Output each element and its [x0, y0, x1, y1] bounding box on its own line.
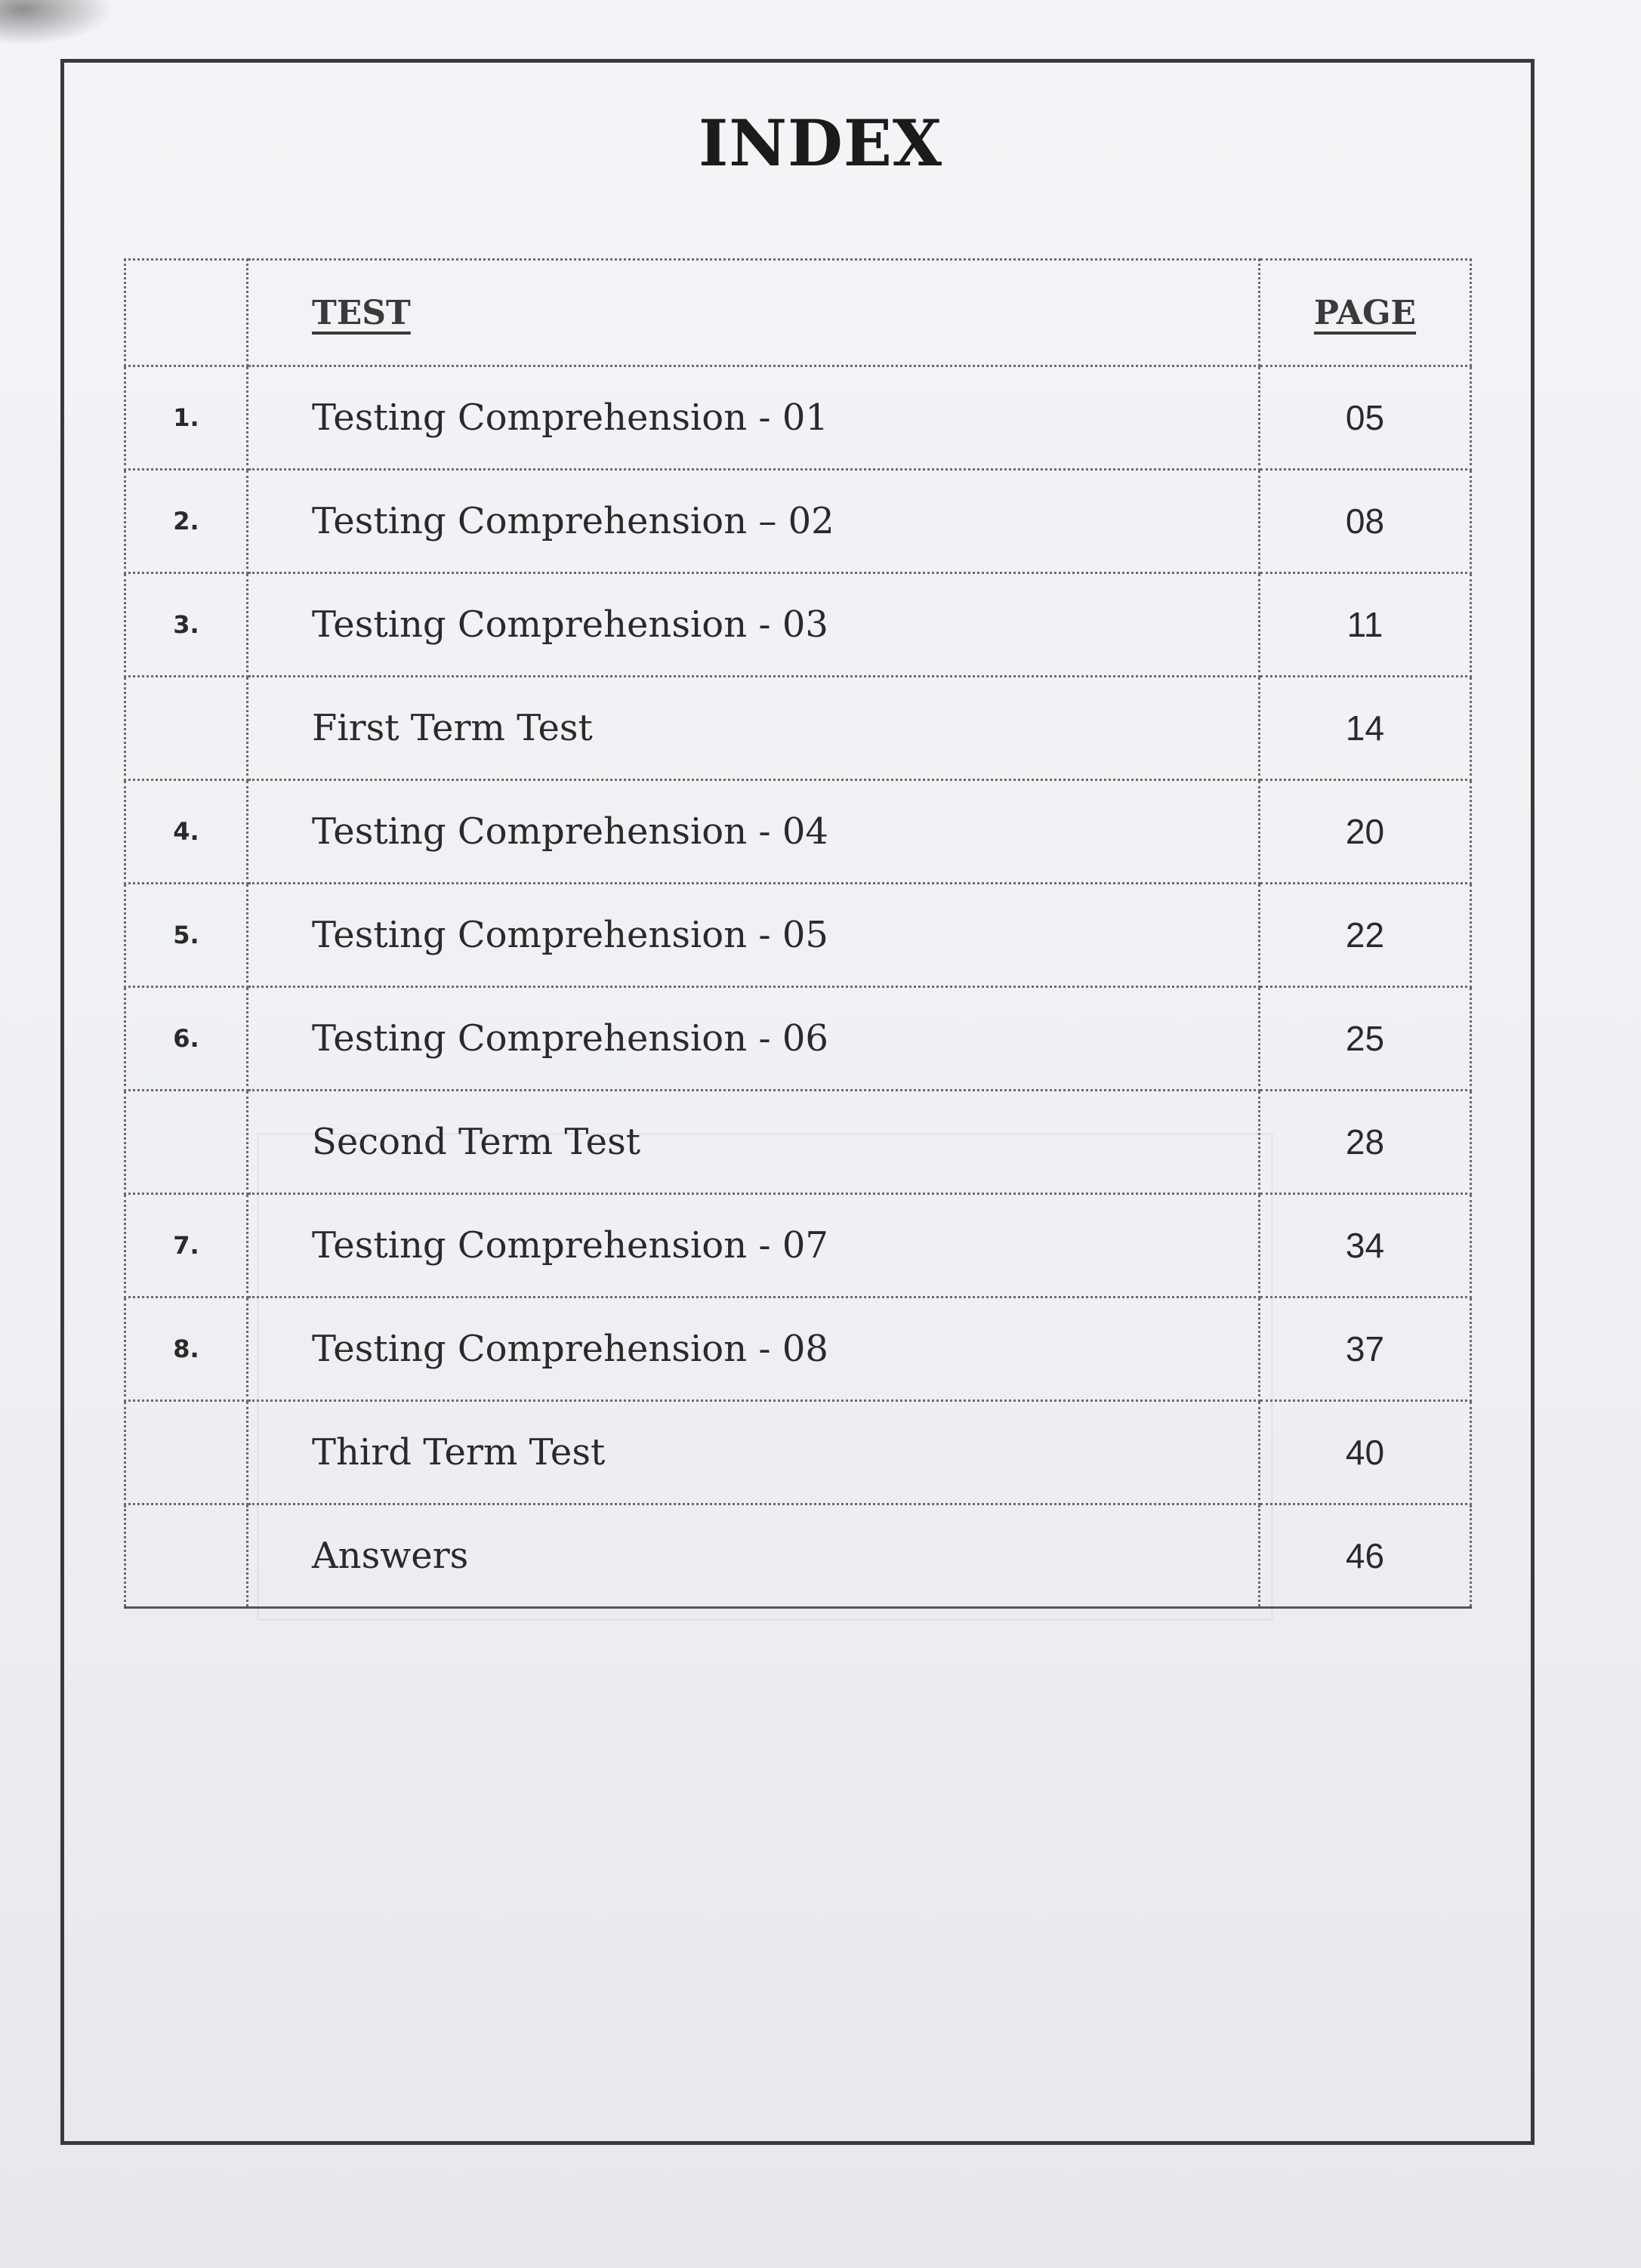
row-page-number: 34 [1260, 1194, 1471, 1298]
row-test-name: Testing Comprehension - 07 [248, 1194, 1260, 1298]
header-num-cell [125, 260, 248, 366]
table-row [125, 780, 1471, 884]
row-test-name: Second Term Test [248, 1091, 1260, 1194]
row-number [125, 1091, 248, 1194]
table-row [125, 470, 1471, 573]
table-header-row [125, 260, 1471, 366]
page-title: INDEX [698, 106, 943, 181]
row-page-number: 28 [1260, 1091, 1471, 1194]
table-row [125, 366, 1471, 470]
row-number: 2. [125, 470, 248, 573]
table-row [125, 573, 1471, 677]
header-test-label: TEST [312, 293, 411, 332]
header-test-cell [248, 260, 1260, 366]
row-page-number: 14 [1260, 677, 1471, 780]
row-page-number: 08 [1260, 470, 1471, 573]
row-page-number: 20 [1260, 780, 1471, 884]
row-test-name: Testing Comprehension - 06 [248, 987, 1260, 1091]
table-row [125, 884, 1471, 987]
row-number [125, 1401, 248, 1504]
row-page-number: 25 [1260, 987, 1471, 1091]
row-number [125, 677, 248, 780]
row-test-name: First Term Test [248, 677, 1260, 780]
table-row [125, 987, 1471, 1091]
row-page-number: 40 [1260, 1401, 1471, 1504]
index-table [124, 258, 1472, 1609]
row-page-number: 37 [1260, 1298, 1471, 1401]
row-test-name: Testing Comprehension - 01 [248, 366, 1260, 470]
header-page-cell [1260, 260, 1471, 366]
row-page-number: 46 [1260, 1504, 1471, 1608]
row-page-number: 11 [1260, 573, 1471, 677]
row-test-name: Testing Comprehension - 08 [248, 1298, 1260, 1401]
row-number: 3. [125, 573, 248, 677]
table-row [125, 1091, 1471, 1194]
row-page-number: 22 [1260, 884, 1471, 987]
row-number: 5. [125, 884, 248, 987]
row-number [125, 1504, 248, 1608]
row-number: 4. [125, 780, 248, 884]
row-test-name: Testing Comprehension – 02 [248, 470, 1260, 573]
row-test-name: Testing Comprehension - 03 [248, 573, 1260, 677]
row-test-name: Answers [248, 1504, 1260, 1608]
row-test-name: Testing Comprehension - 04 [248, 780, 1260, 884]
table-row [125, 677, 1471, 780]
row-test-name: Third Term Test [248, 1401, 1260, 1504]
row-number: 6. [125, 987, 248, 1091]
row-number: 8. [125, 1298, 248, 1401]
table-row [125, 1504, 1471, 1608]
row-page-number: 05 [1260, 366, 1471, 470]
page-corner-shadow [0, 0, 113, 45]
row-test-name: Testing Comprehension - 05 [248, 884, 1260, 987]
header-page-label: PAGE [1313, 293, 1417, 332]
table-row [125, 1194, 1471, 1298]
table-row [125, 1401, 1471, 1504]
row-number: 7. [125, 1194, 248, 1298]
row-number: 1. [125, 366, 248, 470]
table-row [125, 1298, 1471, 1401]
